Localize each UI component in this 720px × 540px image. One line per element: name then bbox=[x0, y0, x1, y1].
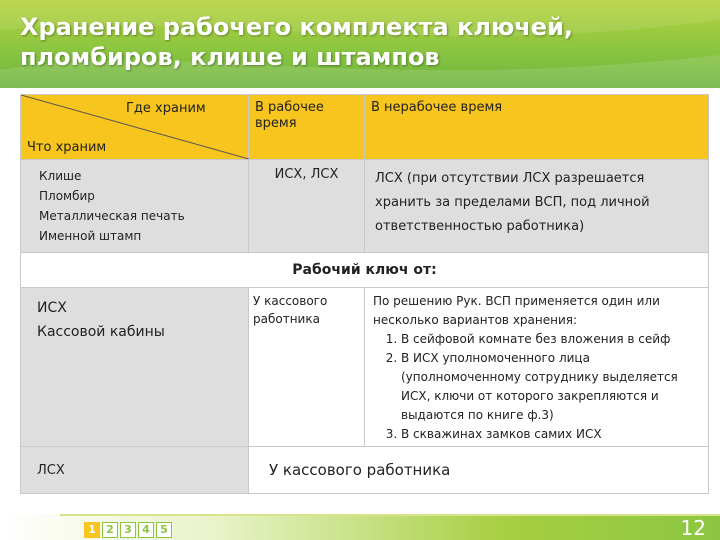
table-header-row bbox=[21, 95, 709, 160]
list-item: Металлическая печать bbox=[39, 209, 185, 223]
isx-label-line-1: ИСХ bbox=[37, 300, 67, 316]
key-from-heading: Рабочий ключ от: bbox=[21, 253, 709, 288]
list-item: Именной штамп bbox=[39, 229, 142, 243]
slide-title-line-2: пломбиров, клише и штампов bbox=[20, 43, 440, 71]
pager-item-4[interactable]: 4 bbox=[138, 522, 154, 538]
list-item: 1. В сейфовой комнате без вложения в сейф bbox=[401, 330, 700, 349]
isx-nonwork-intro: По решению Рук. ВСП применяется один или несколько вариантов хранения: bbox=[373, 294, 660, 327]
isx-label-line-2: Кассовой кабины bbox=[37, 324, 165, 340]
table-row-isx bbox=[21, 288, 709, 447]
pager-item-3[interactable]: 3 bbox=[120, 522, 136, 538]
items-list-cell bbox=[21, 160, 249, 253]
column-header-nonwork-time: В нерабочее время bbox=[365, 95, 709, 160]
items-nonwork-cell: ЛСХ (при отсутствии ЛСХ разрешается хранить за пределами ВСП, под личной ответственностью работника) bbox=[365, 160, 709, 253]
isx-label-cell bbox=[21, 288, 249, 447]
what-label: Что храним bbox=[27, 140, 107, 155]
where-label: Где храним bbox=[126, 101, 206, 116]
items-work-cell: ИСХ, ЛСХ bbox=[249, 160, 365, 253]
slide-pager bbox=[84, 522, 172, 538]
table-row-items bbox=[21, 160, 709, 253]
lsx-label-cell: ЛСХ bbox=[21, 447, 249, 494]
pager-item-2[interactable]: 2 bbox=[102, 522, 118, 538]
slide-title bbox=[20, 12, 700, 72]
slide-title-line-1: Хранение рабочего комплекта ключей, bbox=[20, 13, 573, 41]
table-row-lsx bbox=[21, 447, 709, 494]
table-row-key-heading bbox=[21, 253, 709, 288]
column-header-work-time: В рабочее время bbox=[249, 95, 365, 160]
isx-nonwork-cell bbox=[365, 288, 709, 447]
list-item: 3. В скважинах замков самих ИСХ bbox=[401, 425, 700, 444]
title-bar bbox=[0, 0, 720, 88]
corner-header-cell bbox=[21, 95, 249, 160]
footer-divider bbox=[60, 514, 720, 516]
slide-number: 12 bbox=[680, 516, 706, 540]
pager-item-1[interactable]: 1 bbox=[84, 522, 100, 538]
storage-table bbox=[20, 94, 709, 494]
storage-options-list bbox=[373, 330, 700, 444]
list-item: Пломбир bbox=[39, 189, 95, 203]
lsx-value-cell: У кассового работника bbox=[249, 447, 709, 494]
list-item: Клише bbox=[39, 169, 82, 183]
list-item: 2. В ИСХ уполномоченного лица (уполномоченному сотруднику выделяется ИСХ, ключи от которого закрепляются и выдаются по книге ф.3) bbox=[401, 349, 700, 425]
isx-work-cell: У кассового работника bbox=[249, 288, 365, 447]
pager-item-5[interactable]: 5 bbox=[156, 522, 172, 538]
